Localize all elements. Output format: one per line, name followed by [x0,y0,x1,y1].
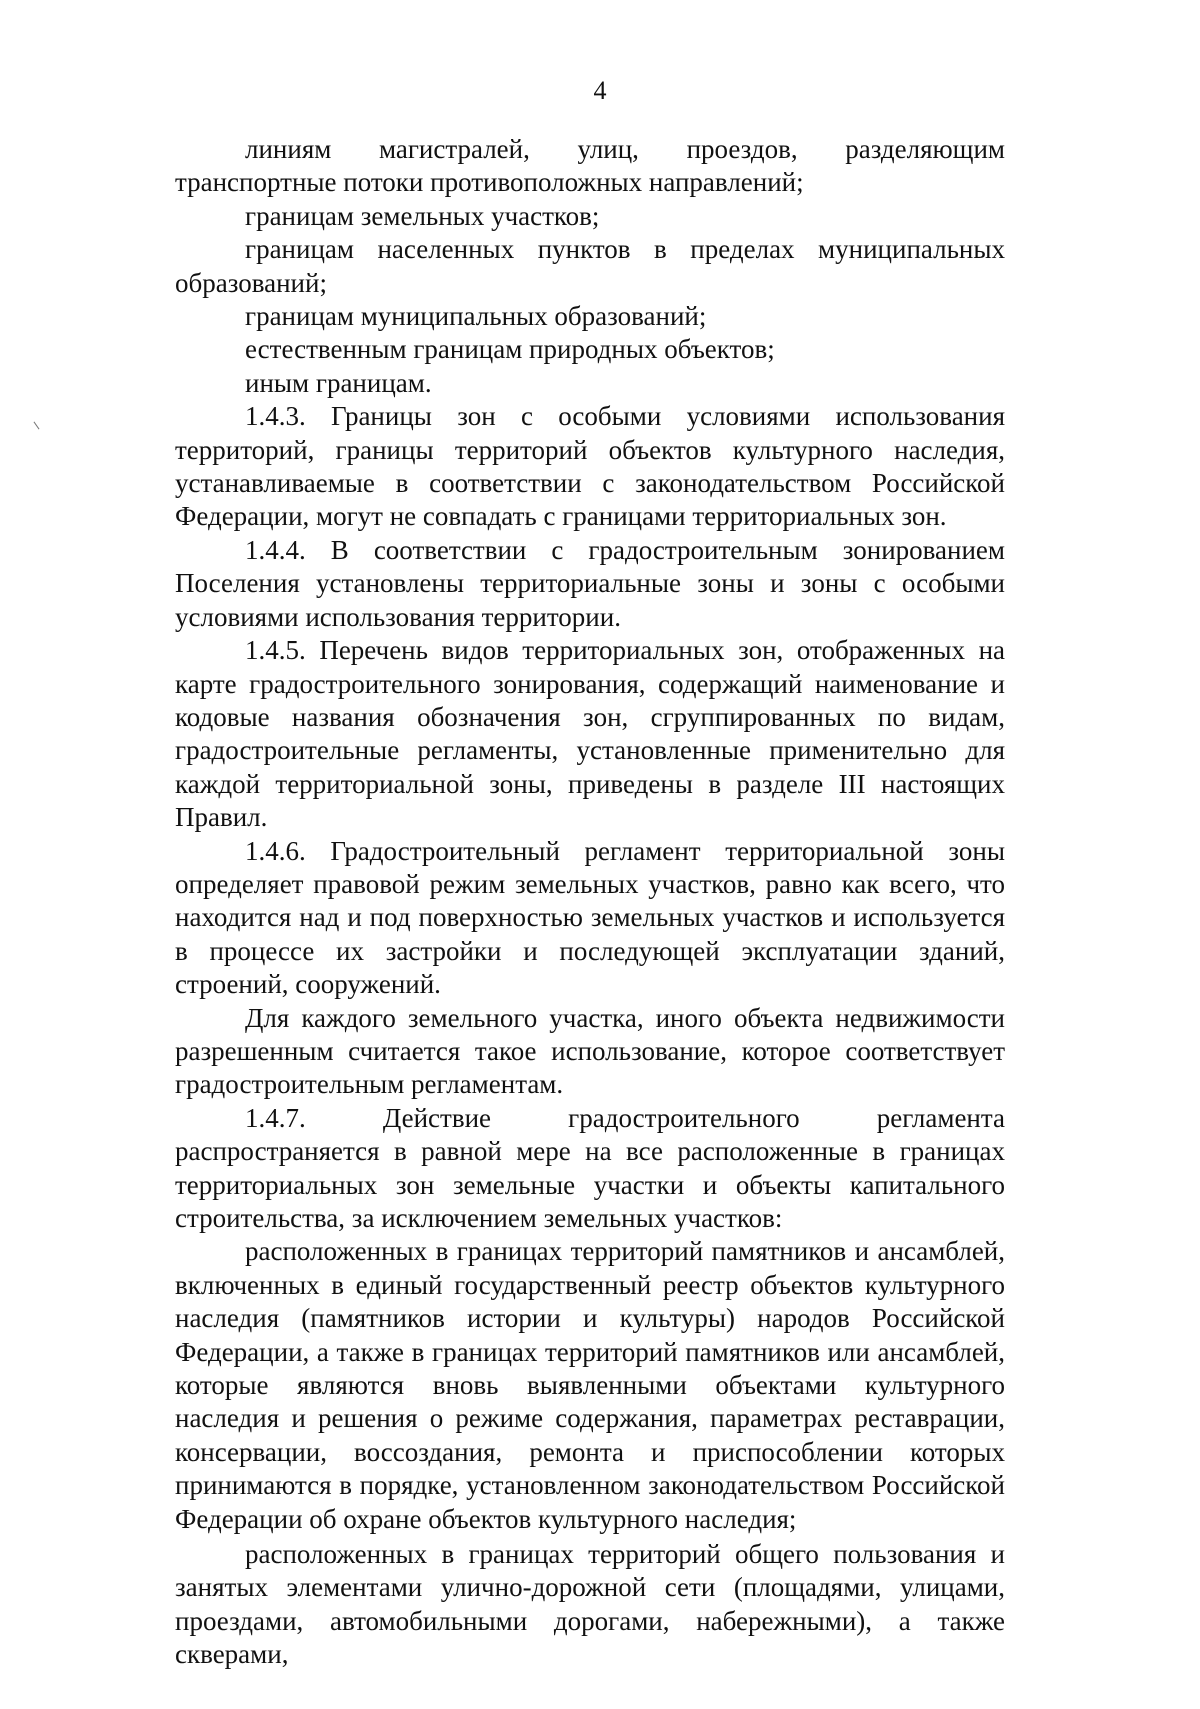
paragraph-1-4-3: 1.4.3. Границы зон с особыми условиями использования территорий, границы территорий объектов культурного наследия, устанавливаемые в соответствии с законодательством Российской Федерации, могут не совпадать с границами территориальных зон. [175,401,1005,532]
paragraph-other-boundaries: иным границам. [245,367,432,398]
page-number: 4 [593,76,607,105]
paragraph-1-4-4: 1.4.4. В соответствии с градостроительным зонированием Поселения установлены территориальные зоны и зоны с особыми условиями использования территории. [175,534,1005,632]
paragraph-line-boundaries: линиям магистралей, улиц, проездов, разделяющим транспортные потоки противоположных направлений; [175,134,1005,198]
body-text [175,133,1005,1672]
paragraph-natural-boundaries: естественным границам природных объектов; [245,334,775,365]
paragraph-settlement-boundaries: границам населенных пунктов в пределах муниципальных образований; [175,234,1005,298]
paragraph-1-4-6: 1.4.6. Градостроительный регламент территориальной зоны определяет правовой режим земельных участков, равно как всего, что находится над и под поверхностью земельных участков и используется в процессе их застройки и последующей эксплуатации зданий, строений, сооружений. [175,835,1005,1000]
scan-mark [34,422,40,430]
paragraph-1-4-5: 1.4.5. Перечень видов территориальных зон, отображенных на карте градостроительного зонирования, содержащий наименование и кодовые названия обозначения зон, сгруппированных по видам, градостроительные регламенты, установленные применительно для каждой территориальной зоны, приведены в разделе III настоящих Правил. [175,635,1005,833]
paragraph-land-plot-boundaries: границам земельных участков; [245,200,600,231]
paragraph-1-4-7: 1.4.7. Действие градостроительного регламента распространяется в равной мере на все расположенные в границах территориальных зон земельные участки и объекты капитального строительства, за исключением земельных участков: [175,1102,1005,1233]
paragraph-municipal-boundaries: границам муниципальных образований; [245,301,707,332]
paragraph-public-territories: расположенных в границах территорий общего пользования и занятых элементами улично-дорожной сети (площадями, улицами, проездами, автомобильными дорогами, набережными), а также скверами, [175,1539,1005,1670]
paragraph-permitted-use: Для каждого земельного участка, иного объекта недвижимости разрешенным считается такое использование, которое соответствует градостроительным регламентам. [175,1002,1005,1100]
paragraph-heritage-territories: расположенных в границах территорий памятников и ансамблей, включенных в единый государственный реестр объектов культурного наследия (памятников истории и культуры) народов Российской Федерации, а также в границах территорий памятников или ансамблей, которые являются вновь выявленными объектами культурного наследия и решения о режиме содержания, параметрах реставрации, консервации, воссоздания, ремонта и приспособлении которых принимаются в порядке, установленном законодательством Российской Федерации об охране объектов культурного наследия; [175,1236,1005,1534]
